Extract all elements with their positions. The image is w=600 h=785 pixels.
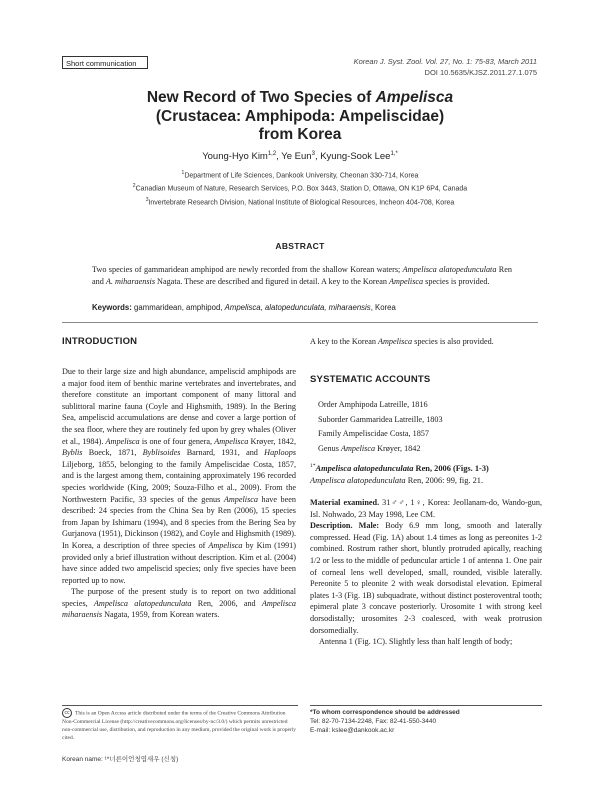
affiliation-3-text: Invertebrate Research Division, National Institute of Biological Resources, Incheon 404-708, Korea (148, 198, 455, 206)
abstract-text: Two species of gammaridean amphipod are newly recorded from the shallow Korean waters; (92, 265, 403, 274)
author-list: Young-Hyo Kim$^{1,2}$, Ye Eun$^3$, Kyung-Sook Lee$^{1,*}$ (202, 151, 398, 163)
intro-text: Liljeborg, 1855, belonging to the family Ampeliscidae Costa, 1857, and is the largest among them, containing approximately 196 recorded species worldwide (King, 2009; Souza-Filho et al., 2009). From the Northwestern Pacific, 33 species of the genus (62, 459, 296, 504)
systematic-accounts-heading: SYSTEMATIC ACCOUNTS (310, 374, 431, 385)
author-1-affil: 1,2 (267, 151, 277, 157)
correspondence-phone: Tel: 82-70-7134-2248, Fax: 82-41-550-3440 (310, 718, 437, 725)
keywords-label: Keywords: (92, 303, 132, 312)
affiliations (60, 168, 540, 208)
introduction-heading: INTRODUCTION (62, 336, 138, 347)
species-name: Ampelisca alatopedunculata (315, 463, 414, 473)
male-description (310, 520, 542, 636)
license-note (62, 708, 298, 743)
footnote-divider-right (310, 705, 542, 706)
journal-line: Korean J. Syst. Zool. Vol. 27, No. 1: 75-83, March 2011 (353, 57, 537, 66)
abstract-text: Nagata. These are described and figured in detail. A key to the Korean (155, 276, 390, 286)
species-heading (310, 460, 542, 475)
journal-citation (354, 56, 537, 78)
taxon-family: Family Ampeliscidae Costa, 1857 (318, 429, 429, 438)
material-text: 31♂♂, 1♀, Korea: Jeollanam-do, Wando-gun, Isl. Nohwado, 23 May 1998, Lee CM. (310, 498, 543, 519)
keywords-text: gammaridean, amphipod, (131, 303, 225, 312)
correspondence-title: *To whom correspondence should be addressed (310, 709, 460, 716)
intro-genus: Haploops (264, 448, 296, 458)
intro-text: species is also provided. (412, 337, 494, 346)
license-text: This is an Open Access article distributed under the terms of the Creative Commons Attribution Non-Commercial License (http://creativecommons.org/licenses/by-nc/3.0/) which permits unrestricted non-commercial use, distribution, and reproduction in any medium, provided the original work is properly cited. (62, 710, 297, 742)
intro-paragraph-1 (62, 366, 296, 586)
intro-genus: Byblis (62, 448, 83, 458)
affiliation-1 (60, 168, 540, 181)
author-2-affil: 3 (311, 151, 315, 157)
korean-name-note: Korean name: ¹*너른이언청엽새우 (신칭) (62, 756, 179, 763)
author-3: Kyung-Sook Lee (320, 151, 391, 163)
intro-text: have been described: 24 species from the China Sea by Ren (2006), 15 species from Japan by Ishimaru (1994), and 8 species from the Bering Sea by Gurjanova (1951), Dickinson (1982), and Coyle and Highsmith (1989). In Korea, a description of three species of (62, 494, 296, 550)
intro-continuation (310, 336, 540, 348)
abstract-genus: Ampelisca (389, 276, 424, 286)
taxonomy-list (318, 398, 443, 456)
affiliation-2 (60, 181, 540, 194)
author-1: Young-Hyo Kim (202, 151, 268, 163)
author-2: Ye Eun (281, 151, 312, 163)
abstract-text: species is provided. (423, 276, 490, 286)
intro-genus: Ampelisca (105, 436, 140, 446)
intro-text: is one of four genera, (139, 436, 215, 446)
abstract-heading: ABSTRACT (275, 241, 325, 251)
abstract-species: Ampelisca alatopedunculata (402, 265, 497, 274)
taxon-genus (318, 442, 443, 457)
description-label: Description. Male: (310, 521, 380, 531)
abstract-body (92, 264, 512, 287)
species-synonymy (310, 475, 542, 487)
intro-text: Due to their large size and high abundance, ampeliscid amphipods are a major food item of benthic marine vertebrates and invertebrates, and therefore constitute an important component of many littoral and sublittoral marine fauna (Coyle and Highsmith, 1989). In the Bering Sea, ampeliscid accumulations are dense and cover a large portion of the sea floor, where they are routinely fed upon by grey whales (Oliver et al., 1984). (62, 367, 296, 446)
keywords (92, 302, 512, 313)
intro-species: Ampelisca miharaensis (62, 598, 296, 620)
creative-commons-icon: cc (62, 708, 72, 718)
material-examined (310, 497, 542, 520)
affiliation-3-marker: 3 (145, 196, 149, 203)
intro-paragraph-2 (62, 586, 296, 621)
correspondence-note (310, 708, 542, 735)
affiliation-3 (60, 195, 540, 208)
affiliation-2-text: Canadian Museum of Nature, Research Services, P.O. Box 3443, Station D, Ottawa, ON K1P 6P4, Canada (135, 185, 468, 193)
intro-text: Boeck, 1871, (82, 448, 143, 458)
intro-text: Ren, 2006, and (191, 598, 262, 608)
synonym-name: Ampelisca alatopedunculata (310, 475, 406, 485)
species-description (310, 497, 542, 648)
section-divider (62, 322, 538, 323)
antenna-description: Antenna 1 (Fig. 1C). Slightly less than half length of body; (319, 637, 513, 647)
intro-genus: Ampelisca (208, 540, 243, 550)
abstract-text: Ren and (92, 265, 512, 286)
species-entry (310, 460, 542, 487)
intro-genus: Ampelisca (377, 337, 413, 346)
correspondence-email[interactable]: E-mail: kslee@dankook.ac.kr (310, 727, 395, 734)
footnote-divider-left (62, 705, 298, 706)
taxon-suborder: Suborder Gammaridea Latreille, 1803 (318, 414, 443, 424)
intro-genus: Byblisoides (142, 448, 181, 458)
affiliation-2-marker: 2 (132, 183, 136, 190)
title-line2: (Crustacea: Amphipoda: Ampeliscidae) (155, 107, 445, 125)
genus-label: Genus (318, 443, 341, 453)
title-line3: from Korea (258, 126, 342, 143)
intro-text: The purpose of the present study is to report on two additional species, (62, 587, 296, 608)
species-authority: Ren, 2006 (Figs. 1-3) (413, 463, 489, 473)
affiliation-1-marker: 1 (181, 170, 185, 176)
intro-text: Barnard, 1931, and (180, 448, 265, 458)
intro-genus: Ampelisca (223, 494, 258, 504)
synonym-citation: Ren, 2006: 99, fig. 21. (405, 475, 484, 485)
taxon-order: Order Amphipoda Latreille, 1816 (318, 400, 428, 409)
category-tag: Short communication (62, 56, 148, 69)
intro-text: A key to the Korean (310, 337, 378, 346)
introduction-body (62, 366, 296, 621)
title-line1-prefix: New Record of Two Species of (146, 89, 376, 106)
intro-text: Nagata, 1959, from Korean waters. (102, 610, 220, 620)
species-marker: 1* (310, 463, 316, 469)
description-text: Body 6.9 mm long, smooth and laterally compressed. Head (Fig. 1A) about 1.4 times as long as pereonites 1-2 combined. Rostrum rather short, bluntly protruded apically, reaching 1/2 or less to the middle of peduncular article 1 of antenna 1. One pair of corneal lens well developed, small, rounded, visible laterally. Pereonite 5 to pleonite 2 with weak dorsodistal elevation. Epimeral plates 1-3 (Fig. 1B) subquadrate, without distinct posteroventral tooth; epimeral plate 3 concave posteriorly. Urosomite 1 with strong keel dorsodistally; urosomites 2-3 coalesced, with weak protrusion dorsomedially. (310, 521, 542, 635)
keywords-text: , Korea (370, 303, 396, 312)
genus-authority: Krøyer, 1842 (375, 443, 421, 453)
material-label: Material examined. (310, 498, 380, 507)
affiliation-1-text: Department of Life Sciences, Dankook University, Cheonan 330-714, Korea (184, 172, 419, 180)
doi-link[interactable]: DOI 10.5635/KJSZ.2011.27.1.075 (424, 68, 537, 77)
abstract-species: A. miharaensis (105, 276, 155, 286)
keywords-italic: Ampelisca, alatopedunculata, miharaensis (224, 303, 371, 312)
intro-text: Krøyer, 1842, (248, 436, 296, 446)
intro-genus: Ampelisca (214, 436, 249, 446)
article-title (60, 89, 540, 145)
author-3-affil: 1,* (390, 151, 398, 157)
intro-species: Ampelisca alatopedunculata (93, 598, 192, 608)
intro-text: by Kim (1991) provided only a brief illustration without description. Kim et al. (2004) have since added two ampeliscid species; only five species have been reported up to now. (62, 540, 296, 585)
title-line1-genus: Ampelisca (375, 89, 454, 106)
genus-name: Ampelisca (340, 443, 376, 453)
